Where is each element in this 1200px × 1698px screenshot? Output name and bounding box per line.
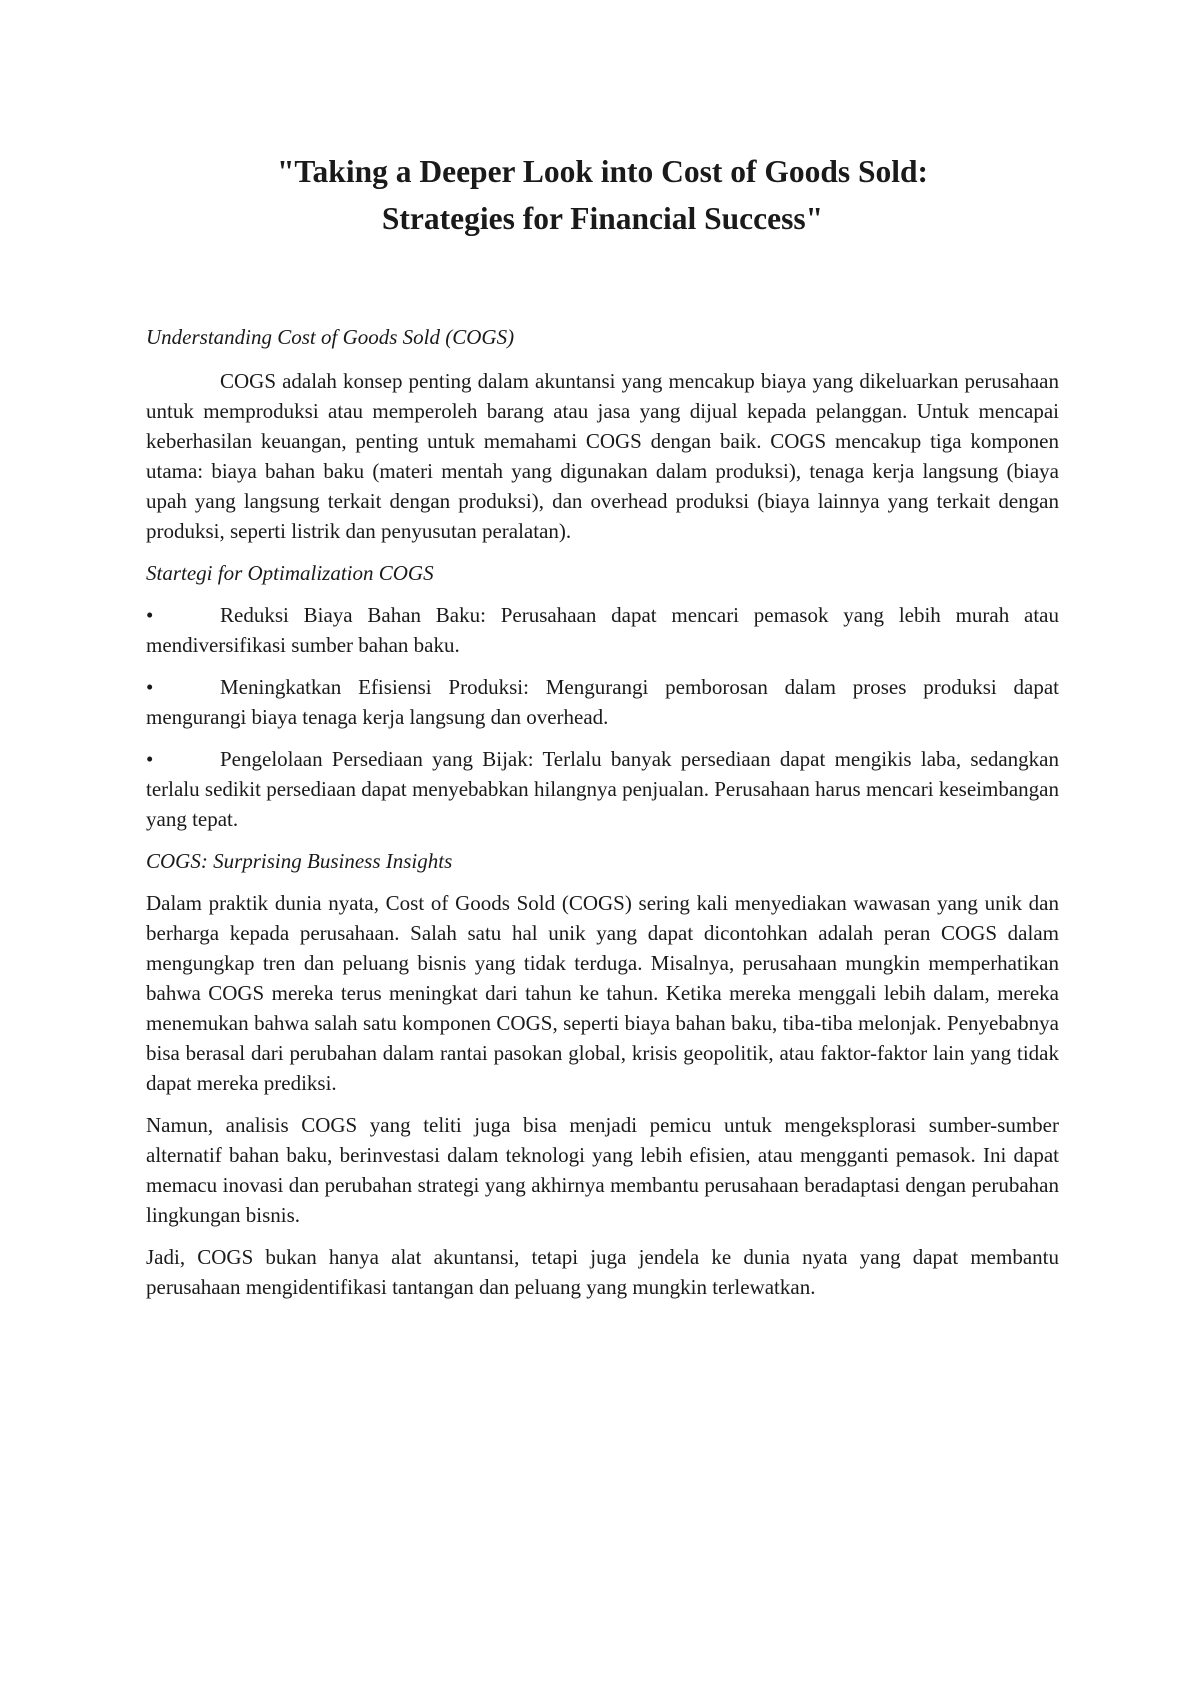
document-title — [146, 148, 1059, 242]
paragraph-insights-2: Namun, analisis COGS yang teliti juga bisa menjadi pemicu untuk mengeksplorasi sumber-sumber alternatif bahan baku, berinvestasi dalam teknologi yang lebih efisien, atau mengganti pemasok. Ini dapat memacu inovasi dan perubahan strategi yang akhirnya membantu perusahaan beradaptasi dengan perubahan lingkungan bisnis. — [146, 1113, 1059, 1227]
paragraph-insights-3: Jadi, COGS bukan hanya alat akuntansi, tetapi juga jendela ke dunia nyata yang dapat membantu perusahaan mengidentifikasi tantangan dan peluang yang mungkin terlewatkan. — [146, 1245, 1059, 1299]
bullet-symbol: • — [146, 603, 154, 627]
section-heading-strategy: Startegi for Optimalization COGS — [146, 561, 434, 585]
bullet-text: Pengelolaan Persediaan yang Bijak: Terlalu banyak persediaan dapat mengikis laba, sedangkan terlalu sedikit persediaan dapat menyebabkan hilangnya penjualan. Perusahaan harus mencari keseimbangan yang tepat. — [146, 747, 1059, 831]
bullet-text: Reduksi Biaya Bahan Baku: Perusahaan dapat mencari pemasok yang lebih murah atau mendiversifikasi sumber bahan baku. — [146, 603, 1059, 657]
bullet-text: Meningkatkan Efisiensi Produksi: Mengurangi pemborosan dalam proses produksi dapat mengurangi biaya tenaga kerja langsung dan overhead. — [146, 675, 1059, 729]
bullet-symbol: • — [146, 675, 154, 699]
document-page — [146, 148, 1059, 1302]
section-heading-insights: COGS: Surprising Business Insights — [146, 849, 453, 873]
bullet-item — [146, 672, 1059, 732]
title-line-2: Strategies for Financial Success" — [381, 201, 824, 236]
bullet-item — [146, 744, 1059, 834]
paragraph-cogs-definition: COGS adalah konsep penting dalam akuntansi yang mencakup biaya yang dikeluarkan perusahaan untuk memproduksi atau memperoleh barang atau jasa yang dijual kepada pelanggan. Untuk mencapai keberhasilan keuangan, penting untuk memahami COGS dengan baik. COGS mencakup tiga komponen utama: biaya bahan baku (materi mentah yang digunakan dalam produksi), tenaga kerja langsung (biaya upah yang langsung terkait dengan produksi), dan overhead produksi (biaya lainnya yang terkait dengan produksi, seperti listrik dan penyusutan peralatan). — [146, 369, 1059, 543]
bullet-symbol: • — [146, 747, 154, 771]
bullet-item — [146, 600, 1059, 660]
paragraph-insights-1: Dalam praktik dunia nyata, Cost of Goods Sold (COGS) sering kali menyediakan wawasan yang unik dan berharga kepada perusahaan. Salah satu hal unik yang dapat dicontohkan adalah peran COGS dalam mengungkap tren dan peluang bisnis yang tidak terduga. Misalnya, perusahaan mungkin memperhatikan bahwa COGS mereka terus meningkat dari tahun ke tahun. Ketika mereka menggali lebih dalam, mereka menemukan bahwa salah satu komponen COGS, seperti biaya bahan baku, tiba-tiba melonjak. Penyebabnya bisa berasal dari perubahan dalam rantai pasokan global, krisis geopolitik, atau faktor-faktor lain yang tidak dapat mereka prediksi. — [146, 891, 1059, 1095]
title-line-1: "Taking a Deeper Look into Cost of Goods Sold: — [276, 154, 929, 189]
section-heading-understanding: Understanding Cost of Goods Sold (COGS) — [146, 325, 515, 349]
